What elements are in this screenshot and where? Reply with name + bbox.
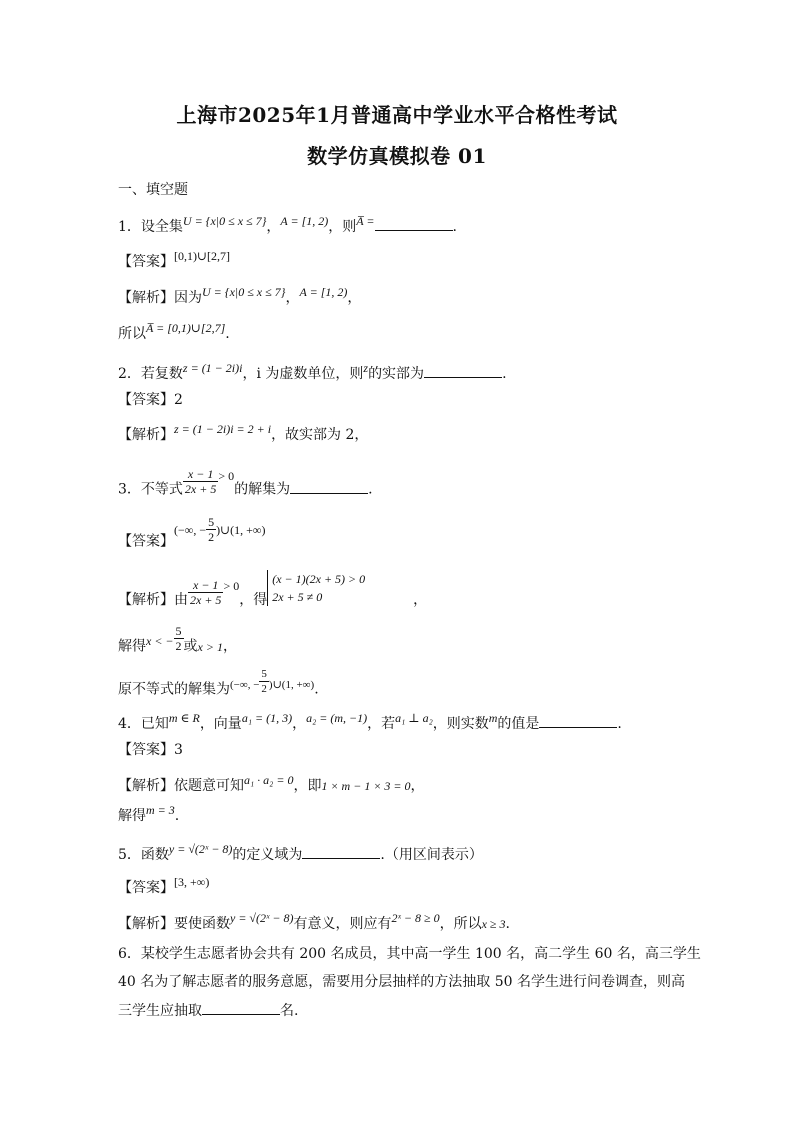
- fraction: [174, 624, 184, 653]
- analysis-text: 解得: [118, 808, 146, 824]
- question-2: [118, 363, 507, 384]
- math-expression: m = 3: [146, 803, 175, 817]
- analysis-4-solve: [118, 803, 180, 826]
- punctuation: ，: [292, 716, 307, 732]
- fraction-denominator: 2: [261, 683, 267, 695]
- question-text: 名.: [280, 1003, 299, 1019]
- analysis-tag: 【解析】: [118, 290, 174, 306]
- analysis-text: 解得: [118, 638, 146, 655]
- answer-4: [118, 740, 183, 760]
- analysis-text: ，所以: [439, 916, 482, 932]
- math-expression: x ≥ 3: [481, 917, 506, 931]
- math-expression: U = {x|0 ≤ x ≤ 7}: [182, 214, 267, 228]
- math-expression: A = [1, 2): [280, 214, 329, 228]
- question-text: .（用区间表示）: [380, 847, 483, 863]
- question-6-line-1: 6．某校学生志愿者协会共有 200 名成员，其中高一学生 100 名，高二学生 60 名，高三学生: [118, 946, 701, 962]
- fraction-numerator: 5: [175, 624, 182, 638]
- analysis-text: 原不等式的解集为: [118, 681, 230, 698]
- math-expression: > 0: [218, 468, 235, 483]
- math-expression: x > 1: [197, 639, 223, 654]
- punctuation: ，: [413, 592, 428, 608]
- answer-blank: [302, 844, 380, 859]
- answer-value: [0,1)∪[2,7]: [174, 249, 231, 263]
- math-expression: 2ˣ − 8 ≥ 0: [391, 911, 440, 925]
- math-expression: y = √(2ˣ − 8): [230, 911, 294, 925]
- fraction-denominator: 2x + 5: [184, 482, 217, 496]
- analysis-text: 要使函数: [174, 916, 230, 932]
- question-text: 的定义域为: [232, 847, 303, 863]
- punctuation: .: [502, 366, 507, 382]
- fraction-denominator: 2: [208, 530, 215, 544]
- question-text: 的值是: [497, 716, 540, 732]
- system-line: (x − 1)(2x + 5) > 0: [272, 572, 366, 586]
- punctuation: .: [174, 808, 180, 824]
- answer-tag: 【答案】: [118, 533, 174, 550]
- punctuation: .: [452, 219, 457, 235]
- math-expression: a₁ = (1, 3): [241, 711, 293, 725]
- math-expression: y = √(2ˣ − 8): [168, 842, 233, 856]
- punctuation: .: [617, 716, 622, 732]
- math-expression: x < −: [146, 633, 174, 648]
- section-heading: 一、填空题: [118, 182, 188, 198]
- question-4: [118, 713, 622, 734]
- math-expression: )∪(1, +∞): [268, 678, 315, 691]
- system-line: 2x + 5 ≠ 0: [272, 590, 323, 604]
- punctuation: ，: [266, 219, 281, 235]
- question-text: ，i 为虚数单位，则: [242, 366, 364, 382]
- punctuation: .: [314, 681, 319, 698]
- question-3: [118, 467, 373, 504]
- analysis-5: [118, 911, 510, 934]
- answer-3: [118, 515, 266, 556]
- answer-1: [118, 249, 231, 272]
- analysis-tag: 【解析】: [118, 916, 174, 932]
- answer-tag: 【答案】: [118, 880, 174, 896]
- fraction-numerator: x − 1: [188, 578, 223, 593]
- punctuation: .: [368, 481, 373, 498]
- fraction: [188, 578, 223, 607]
- analysis-text: ，即: [293, 778, 322, 794]
- analysis-text: 所以: [118, 326, 146, 342]
- question-text: ，向量: [199, 716, 242, 732]
- analysis-tag: 【解析】: [118, 592, 174, 608]
- math-expression: 1 × m − 1 × 3 = 0: [321, 779, 411, 793]
- answer-blank: [290, 479, 368, 494]
- fraction: [259, 667, 269, 696]
- answer-tag: 【答案】: [118, 392, 174, 408]
- answer-blank: [424, 363, 502, 378]
- answer-tag: 【答案】: [118, 742, 174, 758]
- answer-tag: 【答案】: [118, 254, 174, 270]
- answer-value: [3, +∞): [174, 875, 210, 889]
- analysis-text: ，得: [239, 592, 268, 608]
- analysis-1: [118, 285, 362, 308]
- punctuation: ，: [222, 638, 237, 655]
- math-expression: m ∈ R: [168, 711, 200, 725]
- analysis-2: [118, 422, 369, 445]
- math-expression: z = (1 − 2i)i = 2 + i: [174, 422, 272, 436]
- question-text: 4．已知: [118, 716, 169, 732]
- answer-2: [118, 390, 183, 410]
- question-text: ，则: [328, 219, 357, 235]
- fraction-denominator: 2: [175, 639, 182, 653]
- question-1: [118, 216, 457, 237]
- analysis-tag: 【解析】: [118, 778, 174, 794]
- analysis-text: 或: [183, 638, 198, 655]
- math-expression: A = [1, 2): [299, 285, 348, 299]
- answer-value: 3: [174, 742, 183, 758]
- math-expression: a₂ = (m, −1): [306, 711, 368, 725]
- fraction-numerator: 5: [261, 668, 267, 680]
- math-expression: U = {x|0 ≤ x ≤ 7}: [202, 285, 286, 299]
- answer-blank: [202, 1000, 280, 1015]
- question-text: 的实部为: [368, 366, 425, 382]
- math-expression: > 0: [223, 579, 240, 593]
- exam-subtitle: 数学仿真模拟卷 01: [307, 144, 487, 168]
- question-text: 3．不等式: [118, 481, 183, 498]
- fraction: [183, 467, 218, 496]
- math-expression: z = (1 − 2i)i: [182, 361, 243, 375]
- answer-blank: [539, 713, 617, 728]
- analysis-3-result: [118, 668, 319, 704]
- question-6-line-3: [118, 1000, 298, 1021]
- math-expression: z: [363, 361, 369, 375]
- equation-system: [267, 570, 365, 606]
- analysis-3-solve: [118, 624, 237, 661]
- analysis-1-conclusion: [118, 321, 230, 344]
- question-text: ，若: [367, 716, 396, 732]
- question-text: 5．函数: [118, 847, 169, 863]
- math-expression: A̅ = [0,1)∪[2,7]: [146, 321, 226, 335]
- fraction-numerator: 5: [208, 515, 215, 529]
- math-expression: a₁ ⊥ a₂: [395, 711, 433, 725]
- answer-5: [118, 875, 210, 898]
- answer-value: (−∞, −: [174, 522, 207, 537]
- question-text: 2．若复数: [118, 366, 183, 382]
- fraction-numerator: x − 1: [183, 467, 218, 482]
- analysis-text: 有意义，则应有: [293, 916, 392, 932]
- analysis-4: [118, 773, 425, 796]
- punctuation: ，: [347, 290, 362, 306]
- analysis-3: [118, 572, 428, 618]
- punctuation: .: [225, 326, 230, 342]
- answer-value: )∪(1, +∞): [216, 522, 266, 537]
- analysis-text: 因为: [174, 290, 202, 306]
- question-text: ，则实数: [432, 716, 489, 732]
- analysis-text: ，故实部为 2，: [271, 427, 369, 443]
- question-6-line-2: 40 名为了解志愿者的服务意愿，需要用分层抽样的方法抽取 50 名学生进行问卷调查，则高: [118, 974, 685, 990]
- analysis-tag: 【解析】: [118, 427, 174, 443]
- math-expression: A̅ =: [356, 214, 375, 228]
- math-expression: a₁ · a₂ = 0: [244, 773, 294, 787]
- punctuation: ，: [285, 290, 300, 306]
- exam-title: 上海市2025年1月普通高中学业水平合格性考试: [176, 103, 618, 127]
- analysis-text: 依题意可知: [174, 778, 244, 794]
- punctuation: ，: [410, 778, 425, 794]
- fraction-denominator: 2x + 5: [190, 592, 222, 607]
- math-expression: (−∞, −: [230, 678, 260, 691]
- question-text: 1．设全集: [118, 219, 183, 235]
- analysis-text: 由: [174, 592, 188, 608]
- question-text: 的解集为: [234, 481, 291, 498]
- punctuation: .: [505, 916, 510, 932]
- answer-blank: [375, 216, 453, 231]
- question-5: [118, 844, 483, 865]
- math-expression: m: [488, 711, 498, 725]
- fraction: [206, 515, 216, 544]
- question-text: 三学生应抽取: [118, 1003, 202, 1019]
- answer-value: 2: [174, 392, 183, 408]
